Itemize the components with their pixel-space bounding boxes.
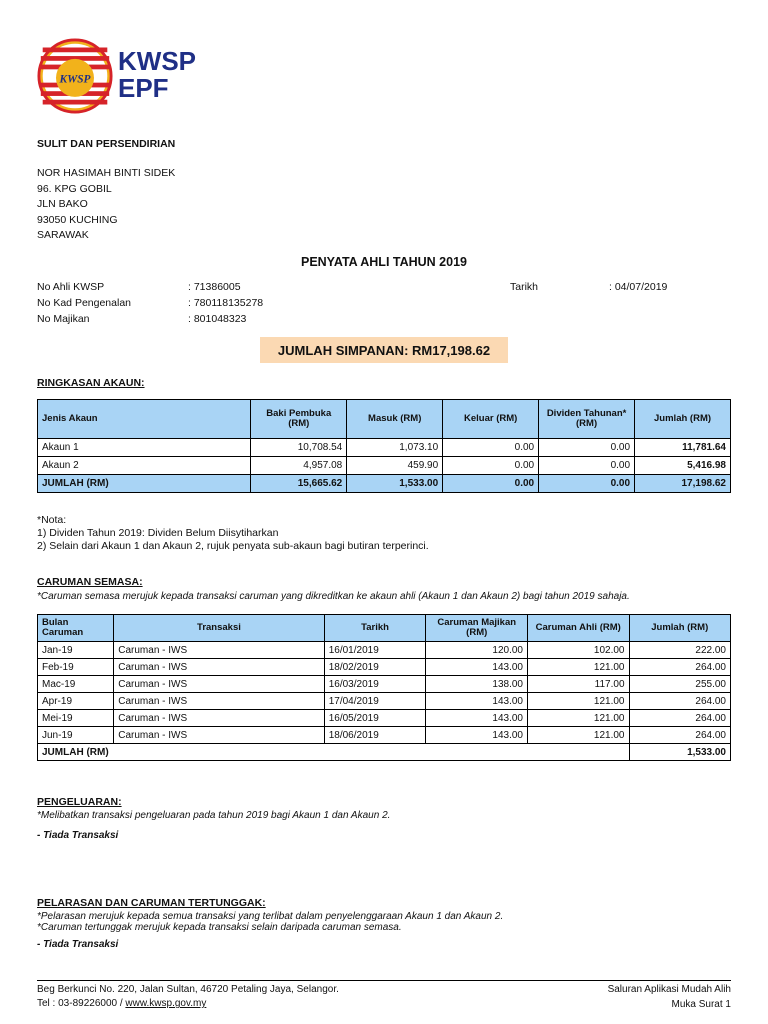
cell: Caruman - IWS [114, 676, 324, 693]
date-label: Tarikh [510, 281, 539, 293]
cell: 17/04/2019 [324, 693, 426, 710]
cell: 264.00 [629, 710, 731, 727]
cell: 138.00 [426, 676, 528, 693]
total-row [38, 475, 731, 493]
svg-text:KWSP: KWSP [59, 73, 91, 86]
table-row [38, 642, 731, 659]
table-row [38, 710, 731, 727]
cell: 1,533.00 [347, 475, 443, 493]
address-line: 96. KPG GOBIL [37, 182, 112, 195]
cell: Apr-19 [38, 693, 114, 710]
cell: Caruman - IWS [114, 693, 324, 710]
cell: 0.00 [539, 439, 635, 457]
col-header: Dividen Tahunan* (RM) [539, 400, 635, 439]
cell: Mei-19 [38, 710, 114, 727]
note-line: 2) Selain dari Akaun 1 dan Akaun 2, rujuk penyata sub-akaun bagi butiran terperinci. [37, 540, 429, 552]
cell: Akaun 1 [38, 439, 251, 457]
cell: Caruman - IWS [114, 642, 324, 659]
cell: 1,533.00 [629, 744, 731, 761]
withdrawal-note: *Melibatkan transaksi pengeluaran pada tahun 2019 bagi Akaun 1 dan Akaun 2. [37, 810, 391, 821]
summary-heading: RINGKASAN AKAUN: [37, 377, 145, 389]
cell: 0.00 [443, 457, 539, 475]
cell: 143.00 [426, 710, 528, 727]
col-header: Caruman Ahli (RM) [527, 615, 629, 642]
ic-value: : 780118135278 [188, 297, 264, 309]
cell: 16/01/2019 [324, 642, 426, 659]
col-header: Jumlah (RM) [629, 615, 731, 642]
cell: 0.00 [443, 475, 539, 493]
cell: 16/03/2019 [324, 676, 426, 693]
arrears-note-2: *Caruman tertunggak merujuk kepada transaksi selain daripada caruman semasa. [37, 922, 402, 933]
address-line: JLN BAKO [37, 198, 88, 210]
cell: Akaun 2 [38, 457, 251, 475]
cell: 4,957.08 [251, 457, 347, 475]
cell: 117.00 [527, 676, 629, 693]
cell: 0.00 [539, 475, 635, 493]
recipient-address [37, 166, 175, 244]
footer-divider [37, 980, 731, 981]
member-no-value: : 71386005 [188, 281, 241, 293]
contrib-note: *Caruman semasa merujuk kepada transaksi caruman yang dikreditkan ke akaun ahli (Akaun 1 dan Akaun 2) bagi tahun 2019 sahaja. [37, 591, 630, 602]
cell: 17,198.62 [635, 475, 731, 493]
withdrawal-heading: PENGELUARAN: [37, 796, 122, 808]
table-row [38, 439, 731, 457]
cell: Jan-19 [38, 642, 114, 659]
brand-line-1: KWSP [118, 46, 196, 76]
col-header: Caruman Majikan (RM) [426, 615, 528, 642]
cell: Caruman - IWS [114, 659, 324, 676]
summary-table [37, 399, 731, 493]
statement-title: PENYATA AHLI TAHUN 2019 [300, 255, 467, 269]
address-line: SARAWAK [37, 229, 89, 241]
footer-tel: Tel : 03-89226000 / [37, 998, 126, 1009]
cell: 121.00 [527, 727, 629, 744]
total-savings-box: JUMLAH SIMPANAN: RM17,198.62 [260, 337, 508, 363]
cell: 120.00 [426, 642, 528, 659]
cell: 264.00 [629, 693, 731, 710]
kwsp-emblem-icon [37, 38, 113, 114]
cell: Mac-19 [38, 676, 114, 693]
table-row [38, 457, 731, 475]
note-line: 1) Dividen Tahun 2019: Dividen Belum Diisytiharkan [37, 527, 279, 539]
cell: Caruman - IWS [114, 727, 324, 744]
footer-website-link[interactable]: www.kwsp.gov.my [125, 998, 207, 1009]
contrib-heading: CARUMAN SEMASA: [37, 576, 143, 588]
footer-contact [37, 998, 206, 1009]
cell: 121.00 [527, 659, 629, 676]
col-header: Keluar (RM) [443, 400, 539, 439]
cell: 264.00 [629, 659, 731, 676]
cell: JUMLAH (RM) [38, 475, 251, 493]
arrears-heading: PELARASAN DAN CARUMAN TERTUNGGAK: [37, 897, 266, 909]
col-header: Tarikh [324, 615, 426, 642]
brand-line-2: EPF [118, 73, 169, 103]
ic-label: No Kad Pengenalan [37, 297, 131, 309]
cell: Jun-19 [38, 727, 114, 744]
arrears-none: - Tiada Transaksi [37, 939, 119, 950]
cell: Caruman - IWS [114, 710, 324, 727]
col-header: Transaksi [114, 615, 324, 642]
cell: 143.00 [426, 693, 528, 710]
cell: 18/06/2019 [324, 727, 426, 744]
cell: 0.00 [443, 439, 539, 457]
address-line: 93050 KUCHING [37, 213, 118, 226]
col-header: Masuk (RM) [347, 400, 443, 439]
col-header: Jenis Akaun [38, 400, 251, 439]
cell: 459.90 [347, 457, 443, 475]
table-row [38, 676, 731, 693]
cell: 15,665.62 [251, 475, 347, 493]
cell: 11,781.64 [635, 439, 731, 457]
brand-wordmark [118, 48, 196, 102]
cell: 222.00 [629, 642, 731, 659]
notes-block [37, 514, 429, 553]
cell: 1,073.10 [347, 439, 443, 457]
col-header: Jumlah (RM) [635, 400, 731, 439]
employer-label: No Majikan [37, 313, 90, 325]
cell: 5,416.98 [635, 457, 731, 475]
cell: 102.00 [527, 642, 629, 659]
cell: JUMLAH (RM) [38, 744, 630, 761]
cell: 0.00 [539, 457, 635, 475]
footer-app-channel: Saluran Aplikasi Mudah Alih [607, 984, 731, 995]
cell: Feb-19 [38, 659, 114, 676]
page-number: Muka Surat 1 [671, 999, 731, 1010]
table-row [38, 693, 731, 710]
cell: 264.00 [629, 727, 731, 744]
cell: 143.00 [426, 659, 528, 676]
col-header: Bulan Caruman [38, 615, 114, 642]
total-row [38, 744, 731, 761]
table-row [38, 659, 731, 676]
date-value: : 04/07/2019 [609, 281, 668, 293]
cell: 121.00 [527, 710, 629, 727]
cell: 18/02/2019 [324, 659, 426, 676]
address-line: NOR HASIMAH BINTI SIDEK [37, 167, 176, 179]
col-header: Baki Pembuka (RM) [251, 400, 347, 439]
cell: 16/05/2019 [324, 710, 426, 727]
cell: 10,708.54 [251, 439, 347, 457]
arrears-note-1: *Pelarasan merujuk kepada semua transaksi yang terlibat dalam penyelenggaraan Akaun 1 dan Akaun 2. [37, 911, 504, 922]
employer-value: : 801048323 [188, 313, 247, 325]
cell: 121.00 [527, 693, 629, 710]
footer-address: Beg Berkunci No. 220, Jalan Sultan, 46720 Petaling Jaya, Selangor. [37, 984, 339, 995]
classification-label: SULIT DAN PERSENDIRIAN [37, 138, 176, 150]
table-row [38, 727, 731, 744]
contrib-table [37, 614, 731, 761]
member-no-label: No Ahli KWSP [37, 281, 105, 293]
cell: 255.00 [629, 676, 731, 693]
cell: 143.00 [426, 727, 528, 744]
withdrawal-none: - Tiada Transaksi [37, 830, 119, 841]
notes-title: *Nota: [37, 514, 67, 526]
